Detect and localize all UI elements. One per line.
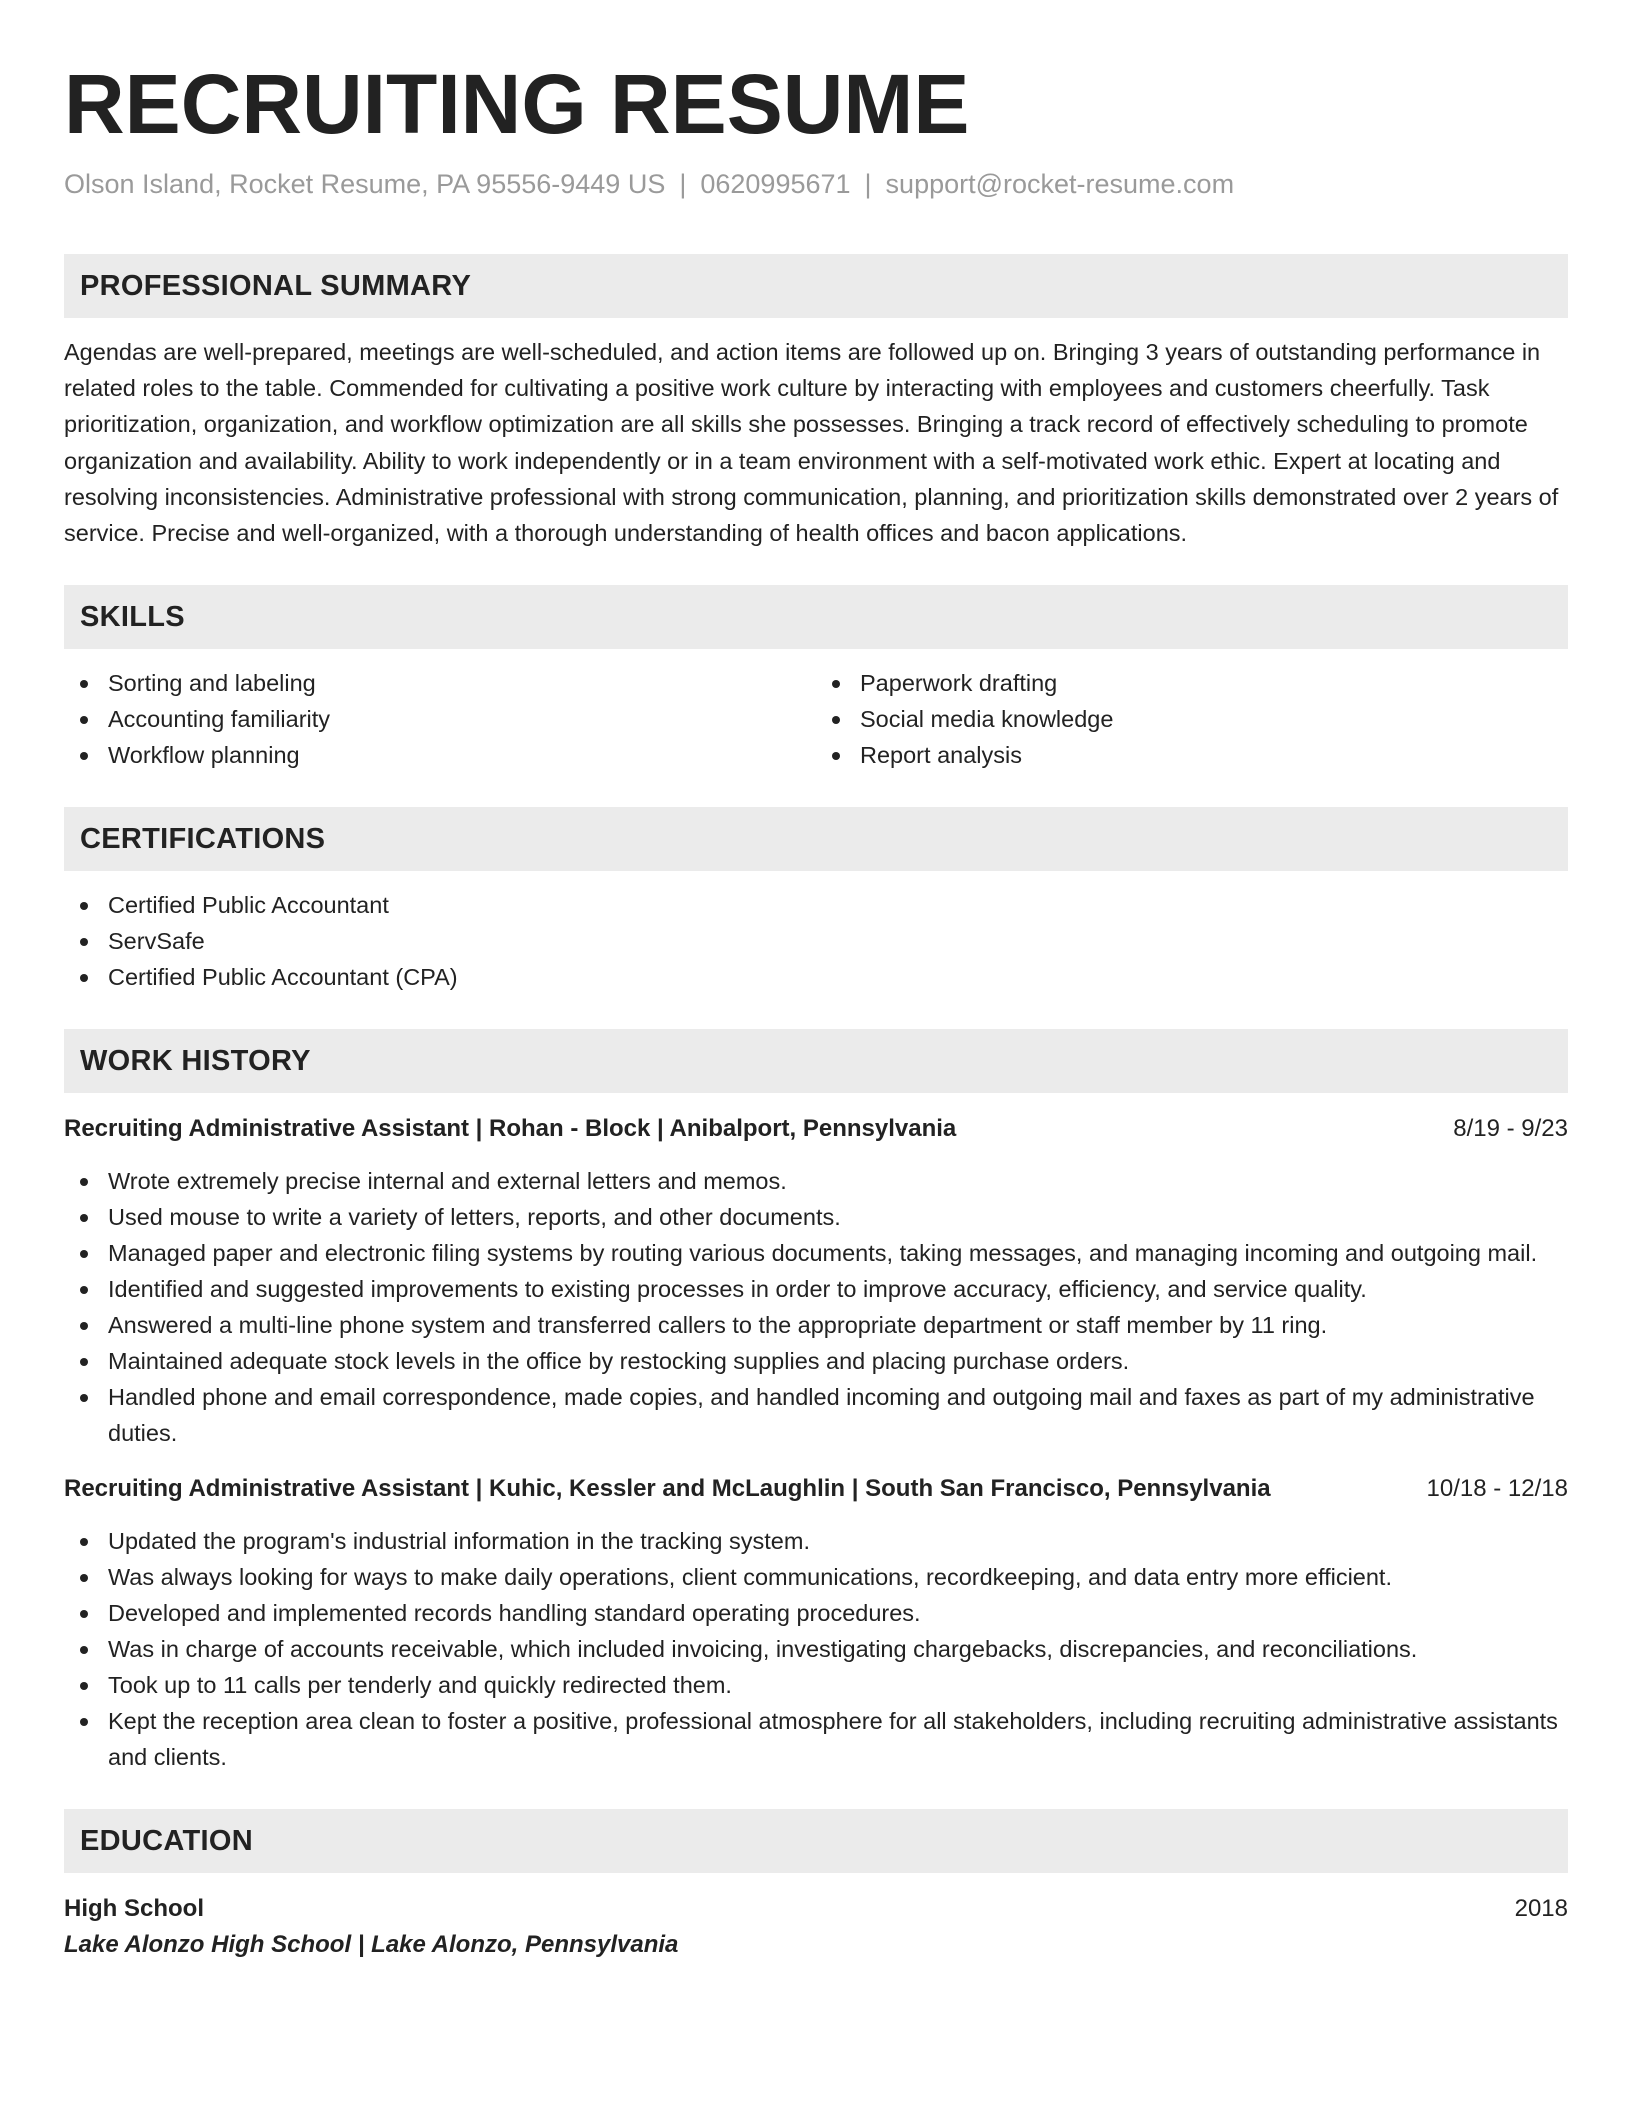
- resume-name: RECRUITING RESUME: [64, 57, 970, 151]
- contact-separator: |: [679, 169, 687, 199]
- job-bullet: Was always looking for ways to make daily operations, client communications, recordkeeping, and data entry more efficient.: [108, 1559, 1568, 1595]
- contact-line: [64, 166, 1568, 202]
- contact-email: support@rocket-resume.com: [885, 169, 1235, 199]
- job-bullet: Updated the program's industrial information in the tracking system.: [108, 1523, 1568, 1559]
- job-bullet: Answered a multi-line phone system and transferred callers to the appropriate department or staff member by 11 ring.: [108, 1307, 1568, 1343]
- skill-item: Accounting familiarity: [108, 701, 816, 737]
- education-row: [64, 1891, 1568, 1927]
- skill-item: Report analysis: [860, 737, 1568, 773]
- job-bullet: Managed paper and electronic filing systems by routing various documents, taking messages, and managing incoming and outgoing mail.: [108, 1235, 1568, 1271]
- education-degree: High School: [64, 1895, 204, 1923]
- contact-separator: |: [864, 169, 872, 199]
- job-entry: [64, 1111, 1568, 1451]
- job-title-row: [64, 1111, 1568, 1147]
- job-title: Recruiting Administrative Assistant | Kuhic, Kessler and McLaughlin | South San Francisco, Pennsylvania: [64, 1475, 1271, 1503]
- job-title-row: [64, 1471, 1568, 1507]
- section-header-skills: SKILLS: [64, 585, 1568, 649]
- job-dates: 8/19 - 9/23: [1453, 1115, 1568, 1143]
- skills-column-right: [816, 665, 1568, 773]
- summary-text: Agendas are well-prepared, meetings are well-scheduled, and action items are followed up on. Bringing 3 years of outstanding performance in related roles to the table. Commended for cultivating a positive work culture by interacting with employees and customers cheerfully. Task prioritization, organization, and workflow optimization are all skills she possesses. Bringing a track record of effectively scheduling to promote organization and availability. Ability to work independently or in a team environment with a self-motivated work ethic. Expert at locating and resolving inconsistencies. Administrative professional with strong communication, planning, and prioritization skills demonstrated over 2 years of service. Precise and well-organized, with a thorough understanding of health offices and bacon applications.: [64, 339, 1559, 547]
- skill-item: Workflow planning: [108, 737, 816, 773]
- job-bullet-list: [64, 1523, 1568, 1775]
- job-bullet: Handled phone and email correspondence, made copies, and handled incoming and outgoing mail and faxes as part of my administrative duties.: [108, 1379, 1568, 1451]
- certification-item: Certified Public Accountant: [108, 887, 1568, 923]
- certification-item: ServSafe: [108, 923, 1568, 959]
- certifications-list: [64, 887, 1568, 995]
- skill-item: Paperwork drafting: [860, 665, 1568, 701]
- section-header-education: EDUCATION: [64, 1809, 1568, 1873]
- skills-list: [64, 665, 1568, 773]
- job-bullet: Developed and implemented records handling standard operating procedures.: [108, 1595, 1568, 1631]
- job-bullet: Took up to 11 calls per tenderly and quickly redirected them.: [108, 1667, 1568, 1703]
- job-bullet: Kept the reception area clean to foster a positive, professional atmosphere for all stakeholders, including recruiting administrative assistants and clients.: [108, 1703, 1568, 1775]
- education-school: Lake Alonzo High School | Lake Alonzo, Pennsylvania: [64, 1931, 679, 1959]
- certification-item: Certified Public Accountant (CPA): [108, 959, 1568, 995]
- job-bullet: Used mouse to write a variety of letters, reports, and other documents.: [108, 1199, 1568, 1235]
- job-dates: 10/18 - 12/18: [1426, 1475, 1568, 1503]
- job-bullet: Was in charge of accounts receivable, which included invoicing, investigating chargebacks, discrepancies, and reconciliations.: [108, 1631, 1568, 1667]
- education-year: 2018: [1514, 1895, 1568, 1923]
- contact-phone: 0620995671: [700, 169, 851, 199]
- job-title: Recruiting Administrative Assistant | Rohan - Block | Anibalport, Pennsylvania: [64, 1115, 957, 1143]
- job-bullet: Wrote extremely precise internal and external letters and memos.: [108, 1163, 1568, 1199]
- section-header-work-history: WORK HISTORY: [64, 1029, 1568, 1093]
- job-bullet: Identified and suggested improvements to existing processes in order to improve accuracy, efficiency, and service quality.: [108, 1271, 1568, 1307]
- job-bullet-list: [64, 1163, 1568, 1451]
- resume-page: [64, 56, 1568, 1963]
- skill-item: Sorting and labeling: [108, 665, 816, 701]
- contact-address: Olson Island, Rocket Resume, PA 95556-9449 US: [64, 169, 666, 199]
- job-bullet: Maintained adequate stock levels in the office by restocking supplies and placing purchase orders.: [108, 1343, 1568, 1379]
- skills-column-left: [64, 665, 816, 773]
- skill-item: Social media knowledge: [860, 701, 1568, 737]
- section-header-summary: PROFESSIONAL SUMMARY: [64, 254, 1568, 318]
- section-header-certifications: CERTIFICATIONS: [64, 807, 1568, 871]
- job-entry: [64, 1471, 1568, 1775]
